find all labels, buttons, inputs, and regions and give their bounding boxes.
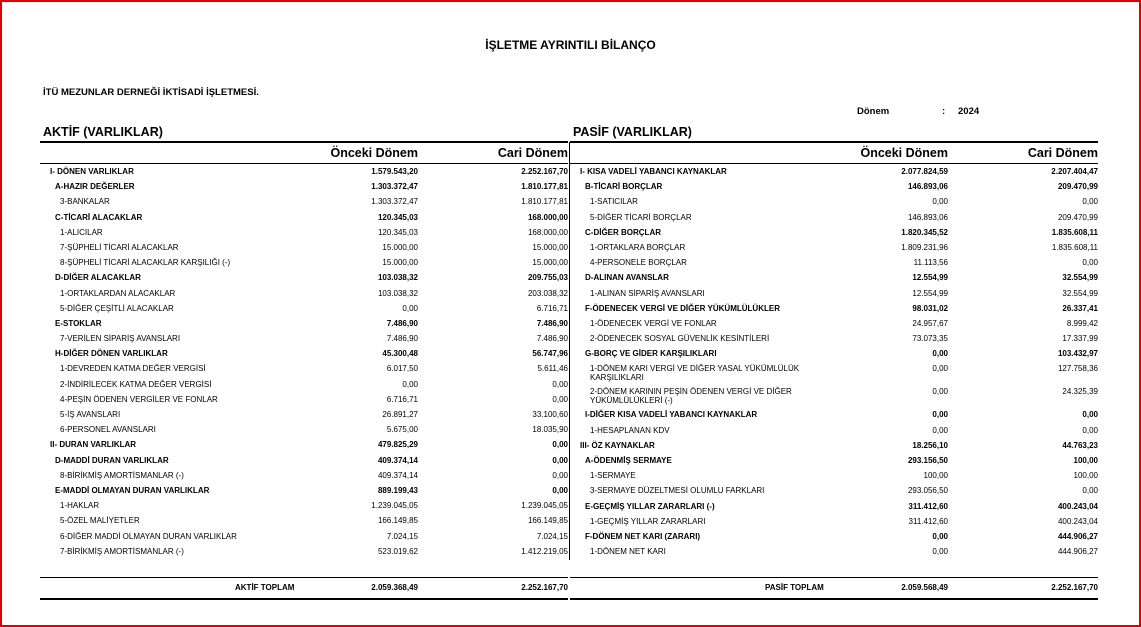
pasif-table-row [570,346,1098,361]
aktif-rows [40,164,568,559]
pasif-row-previous: 293.056,50 [907,486,948,496]
pasif-row-current: 100,00 [1073,456,1098,465]
pasif-table-row [570,301,1098,316]
aktif-row-label: 7-VERİLEN SİPARİŞ AVANSLARI [60,334,181,344]
pasif-row-previous: 12.554,99 [912,288,948,298]
pasif-row-label: F-DÖNEM NET KARI (ZARARI) [585,531,701,541]
pasif-col-current: Cari Dönem [1027,146,1098,160]
pasif-row-previous: 0,00 [932,547,948,557]
pasif-panel [570,125,1098,559]
aktif-row-current: 0,00 [552,440,568,450]
pasif-row-label: 1-ALINAN SİPARİŞ AVANSLARI [590,288,705,298]
period-value: 2024 [958,106,980,117]
pasif-table-row [570,407,1098,422]
pasif-total-current: 2.252.167,70 [1051,583,1098,592]
aktif-row-current: 5.611,46 [537,364,568,374]
aktif-table-row [40,437,568,452]
aktif-table-row [40,225,568,240]
aktif-row-previous: 0,00 [402,379,418,389]
pasif-row-previous: 12.554,99 [912,273,948,283]
pasif-row-label: 1-ORTAKLARA BORÇLAR [590,242,686,252]
pasif-total-label: PASİF TOPLAM [765,583,824,592]
aktif-table-row [40,483,568,498]
aktif-row-previous: 1.303.372,47 [371,182,418,192]
pasif-row-label: 1-SERMAYE [590,471,636,481]
aktif-row-current: 18.035,90 [532,425,568,435]
pasif-table-row [570,438,1098,453]
pasif-row-label: 5-DİĞER TİCARİ BORÇLAR [590,212,692,222]
pasif-row-current: 1.835.608,11 [1051,242,1098,252]
pasif-total-previous: 2.059.568,49 [901,583,948,592]
pasif-row-previous: 2.077.824,59 [901,167,948,176]
pasif-row-previous: 311.412,60 [908,501,948,511]
aktif-row-label: 2-İNDİRİLECEK KATMA DEĞER VERGİSİ [60,379,212,389]
aktif-row-label: 3-BANKALAR [60,197,110,207]
pasif-row-label: F-ÖDENECEK VERGİ VE DİĞER YÜKÜMLÜLÜKLER [585,303,780,313]
pasif-row-label: B-TİCARİ BORÇLAR [585,182,663,192]
pasif-column-header [570,143,1098,164]
period-label: Dönem [857,106,890,117]
aktif-row-label: 5-İŞ AVANSLARI [60,410,121,419]
aktif-col-current: Cari Dönem [497,146,568,160]
aktif-row-label: I- DÖNEN VARLIKLAR [50,167,134,176]
aktif-total-row [40,577,568,600]
aktif-row-label: 7-ŞÜPHELİ TİCARİ ALACAKLAR [60,242,179,252]
pasif-row-previous: 18.256,10 [912,440,948,450]
pasif-table-row [570,499,1098,514]
page-title: İŞLETME AYRINTILI BİLANÇO [485,38,656,52]
pasif-row-label: E-GEÇMİŞ YILLAR ZARARLARI (-) [585,501,715,511]
aktif-row-label: A-HAZIR DEĞERLER [55,182,135,192]
pasif-row-label: 3-SERMAYE DÜZELTMESİ OLUMLU FARKLARI [590,486,765,496]
aktif-row-current: 33.100,60 [532,410,568,419]
aktif-row-label: H-DİĞER DÖNEN VARLIKLAR [55,349,168,359]
pasif-row-current: 209.470,99 [1057,212,1098,222]
pasif-row-current: 209.470,99 [1057,182,1098,192]
pasif-row-previous: 73.073,35 [912,334,948,344]
pasif-row-current: 0,00 [1082,486,1098,496]
aktif-row-current: 168.000,00 [527,227,568,237]
pasif-row-current: 103.432,97 [1057,349,1098,359]
aktif-table-row [40,316,568,331]
aktif-row-previous: 7.486,90 [386,318,418,328]
pasif-row-previous: 100,00 [923,471,948,481]
pasif-table-row [570,316,1098,331]
pasif-row-label: D-ALINAN AVANSLAR [585,273,669,283]
pasif-row-current: 8.999,42 [1066,318,1098,328]
aktif-row-label: 5-DİĞER ÇEŞİTLİ ALACAKLAR [60,303,174,313]
aktif-table-row [40,529,568,544]
aktif-table-row [40,301,568,316]
pasif-row-previous: 24.957,67 [912,318,948,328]
aktif-row-label: 1-ORTAKLARDAN ALACAKLAR [60,288,176,298]
aktif-row-current: 15.000,00 [532,242,568,252]
pasif-row-label: G-BORÇ VE GİDER KARŞILIKLARI [585,349,717,359]
pasif-row-previous: 146.893,06 [907,212,948,222]
pasif-row-previous: 0,00 [932,425,948,435]
aktif-row-previous: 120.345,03 [377,212,418,222]
pasif-row-current: 400.243,04 [1057,516,1098,526]
pasif-row-previous: 0,00 [932,197,948,207]
aktif-row-current: 209.755,03 [527,273,568,283]
aktif-row-label: 6-PERSONEL AVANSLARI [60,425,156,435]
aktif-row-previous: 7.486,90 [386,334,418,344]
pasif-table-row [570,240,1098,255]
pasif-row-current: 24.325,39 [1062,387,1098,397]
aktif-row-current: 0,00 [552,379,568,389]
aktif-row-current: 0,00 [552,455,568,465]
aktif-row-previous: 103.038,32 [377,273,418,283]
pasif-table-row [570,384,1098,407]
aktif-total-label: AKTİF TOPLAM [235,583,295,592]
aktif-column-header [40,143,568,164]
pasif-row-current: 0,00 [1082,258,1098,268]
aktif-table-row [40,164,568,179]
aktif-row-previous: 889.199,43 [377,485,418,495]
aktif-table-row [40,179,568,194]
aktif-row-current: 15.000,00 [532,258,568,268]
pasif-row-previous: 0,00 [932,410,948,420]
pasif-row-current: 1.835.608,11 [1051,227,1098,237]
period-separator: : [942,106,946,117]
aktif-table-row [40,270,568,285]
pasif-row-label: 1-ÖDENECEK VERGİ VE FONLAR [590,318,717,328]
pasif-total-row [570,577,1098,600]
pasif-row-current: 44.763,23 [1062,440,1098,450]
pasif-row-label: A-ÖDENMİŞ SERMAYE [585,456,672,465]
pasif-row-label: 1-DÖNEM NET KARI [590,547,666,557]
pasif-table-row [570,483,1098,498]
pasif-table-row [570,210,1098,225]
pasif-table-row [570,194,1098,209]
aktif-row-previous: 409.374,14 [377,470,418,480]
aktif-table-row [40,361,568,376]
aktif-table-row [40,407,568,422]
aktif-table-row [40,240,568,255]
aktif-total-current: 2.252.167,70 [521,583,568,592]
aktif-panel [40,125,568,559]
aktif-row-label: 7-BİRİKMİŞ AMORTİSMANLAR (-) [60,546,184,556]
pasif-row-previous: 98.031,02 [912,303,948,313]
aktif-table-row [40,392,568,407]
aktif-row-previous: 15.000,00 [382,258,418,268]
aktif-row-current: 1.239.045,05 [521,501,568,511]
aktif-row-previous: 523.019,62 [377,546,418,556]
pasif-row-previous: 11.113,56 [913,258,948,268]
aktif-table-row [40,255,568,270]
pasif-col-previous: Önceki Dönem [860,146,948,160]
pasif-table-row [570,361,1098,384]
aktif-row-current: 0,00 [552,470,568,480]
pasif-row-current: 2.207.404,47 [1051,167,1098,176]
pasif-row-previous: 0,00 [932,349,948,359]
pasif-title: PASİF (VARLIKLAR) [570,125,1098,143]
aktif-table-row [40,286,568,301]
pasif-row-label: 2-DÖNEM KARININ PEŞİN ÖDENEN VERGİ VE DİĞER YÜKÜMLÜLÜKLERİ (-) [590,387,792,406]
organization-name: İTÜ MEZUNLAR DERNEĞİ İKTİSADİ İŞLETMESİ. [43,87,259,98]
pasif-table-row [570,453,1098,468]
aktif-table-row [40,498,568,513]
pasif-row-label: 1-GEÇMİŞ YILLAR ZARARLARI [590,516,706,526]
aktif-row-previous: 120.345,03 [377,227,418,237]
aktif-row-previous: 409.374,14 [377,455,418,465]
pasif-row-current: 0,00 [1082,197,1098,207]
aktif-col-previous: Önceki Dönem [330,146,418,160]
pasif-table-row [570,514,1098,529]
pasif-row-current: 127.758,36 [1057,364,1098,374]
aktif-row-previous: 1.303.372,47 [371,197,418,207]
aktif-row-previous: 1.239.045,05 [371,501,418,511]
aktif-row-label: 1-ALICILAR [60,227,103,237]
pasif-row-current: 0,00 [1082,425,1098,435]
aktif-row-label: D-DİĞER ALACAKLAR [55,273,141,283]
aktif-row-previous: 5.675,00 [386,425,418,435]
aktif-row-previous: 1.579.543,20 [371,167,418,176]
pasif-row-label: 2-ÖDENECEK SOSYAL GÜVENLİK KESİNTİLERİ [590,334,770,344]
pasif-row-current: 400.243,04 [1057,501,1098,511]
aktif-row-current: 1.412.219,05 [521,546,568,556]
pasif-row-label: I-DİĞER KISA VADELİ YABANCI KAYNAKLAR [585,410,758,420]
pasif-row-label: III- ÖZ KAYNAKLAR [580,440,655,450]
aktif-row-previous: 7.024,15 [386,531,418,541]
aktif-table-row [40,513,568,528]
aktif-table-row [40,468,568,483]
pasif-row-current: 444.906,27 [1057,531,1098,541]
aktif-row-previous: 15.000,00 [382,242,418,252]
aktif-row-label: II- DURAN VARLIKLAR [50,440,137,450]
aktif-row-current: 1.810.177,81 [521,182,568,192]
aktif-row-previous: 45.300,48 [382,349,418,359]
pasif-row-label: C-DİĞER BORÇLAR [585,227,661,237]
aktif-row-label: 6-DİĞER MADDİ OLMAYAN DURAN VARLIKLAR [60,531,237,541]
aktif-row-current: 0,00 [552,485,568,495]
pasif-row-previous: 0,00 [932,364,948,374]
pasif-table-row [570,255,1098,270]
aktif-row-current: 203.038,32 [527,288,568,298]
aktif-table-row [40,346,568,361]
aktif-row-label: E-MADDİ OLMAYAN DURAN VARLIKLAR [55,485,210,495]
pasif-table-row [570,529,1098,544]
pasif-table-row [570,225,1098,240]
pasif-row-current: 32.554,99 [1062,273,1098,283]
aktif-row-previous: 26.891,27 [382,410,418,419]
aktif-row-label: 1-HAKLAR [60,501,100,511]
aktif-row-current: 2.252.167,70 [521,167,568,176]
aktif-row-previous: 6.716,71 [386,394,418,404]
aktif-total-previous: 2.059.368,49 [371,583,418,592]
aktif-table-row [40,377,568,392]
aktif-row-previous: 479.825,29 [377,440,418,450]
aktif-table-row [40,194,568,209]
aktif-table-row [40,210,568,225]
pasif-row-current: 0,00 [1082,410,1098,420]
aktif-row-label: 4-PEŞİN ÖDENEN VERGİLER VE FONLAR [60,394,218,404]
pasif-table-row [570,468,1098,483]
pasif-row-current: 32.554,99 [1062,288,1098,298]
aktif-table-row [40,331,568,346]
aktif-row-current: 6.716,71 [536,303,568,313]
pasif-rows [570,164,1098,559]
pasif-row-previous: 1.809.231,96 [901,242,948,252]
aktif-row-label: E-STOKLAR [55,318,102,328]
pasif-row-label: 1-SATICILAR [590,197,638,207]
aktif-row-current: 7.486,90 [536,334,568,344]
aktif-row-label: 8-ŞÜPHELİ TİCARİ ALACAKLAR KARŞILIĞI (-) [60,258,231,268]
pasif-row-previous: 311.412,60 [908,516,948,526]
aktif-row-current: 7.486,90 [536,318,568,328]
aktif-row-previous: 0,00 [402,303,418,313]
pasif-row-previous: 1.820.345,52 [901,227,948,237]
aktif-row-current: 1.810.177,81 [521,197,568,207]
aktif-table-row [40,422,568,437]
pasif-table-row [570,544,1098,559]
pasif-row-previous: 146.893,06 [907,182,948,192]
aktif-row-previous: 166.149,85 [377,516,418,526]
pasif-row-current: 17.337,99 [1062,334,1098,344]
pasif-row-label: I- KISA VADELİ YABANCI KAYNAKLAR [580,167,727,176]
pasif-row-label: 4-PERSONELE BORÇLAR [590,258,687,268]
pasif-table-row [570,270,1098,285]
pasif-row-label: 1-HESAPLANAN KDV [590,425,670,435]
aktif-row-label: 1-DEVREDEN KATMA DEĞER VERGİSİ [60,364,206,374]
pasif-row-previous: 0,00 [932,387,948,397]
pasif-table-row [570,179,1098,194]
aktif-table-row [40,453,568,468]
aktif-row-label: 8-BİRİKMİŞ AMORTİSMANLAR (-) [60,470,184,480]
pasif-table-row [570,423,1098,438]
aktif-row-previous: 6.017,50 [386,364,418,374]
pasif-table-row [570,164,1098,179]
pasif-table-row [570,286,1098,301]
aktif-row-current: 168.000,00 [527,212,568,222]
pasif-row-current: 26.337,41 [1062,303,1098,313]
pasif-row-label: 1-DÖNEM KARI VERGİ VE DİĞER YASAL YÜKÜMLÜLÜK KARŞILIKLARI [590,364,800,383]
pasif-row-previous: 293.156,50 [907,456,948,465]
aktif-title: AKTİF (VARLIKLAR) [40,125,568,143]
aktif-row-previous: 103.038,32 [377,288,418,298]
pasif-row-previous: 0,00 [932,531,948,541]
pasif-row-current: 100,00 [1073,471,1098,481]
aktif-row-current: 166.149,85 [527,516,568,526]
aktif-table-row [40,544,568,559]
aktif-row-label: D-MADDİ DURAN VARLIKLAR [55,455,169,465]
pasif-table-row [570,331,1098,346]
aktif-row-label: 5-ÖZEL MALİYETLER [60,516,140,526]
aktif-row-label: C-TİCARİ ALACAKLAR [55,212,143,222]
aktif-row-current: 56.747,96 [532,349,568,359]
aktif-row-current: 7.024,15 [536,531,568,541]
pasif-row-current: 444.906,27 [1057,547,1098,557]
aktif-row-current: 0,00 [552,394,568,404]
